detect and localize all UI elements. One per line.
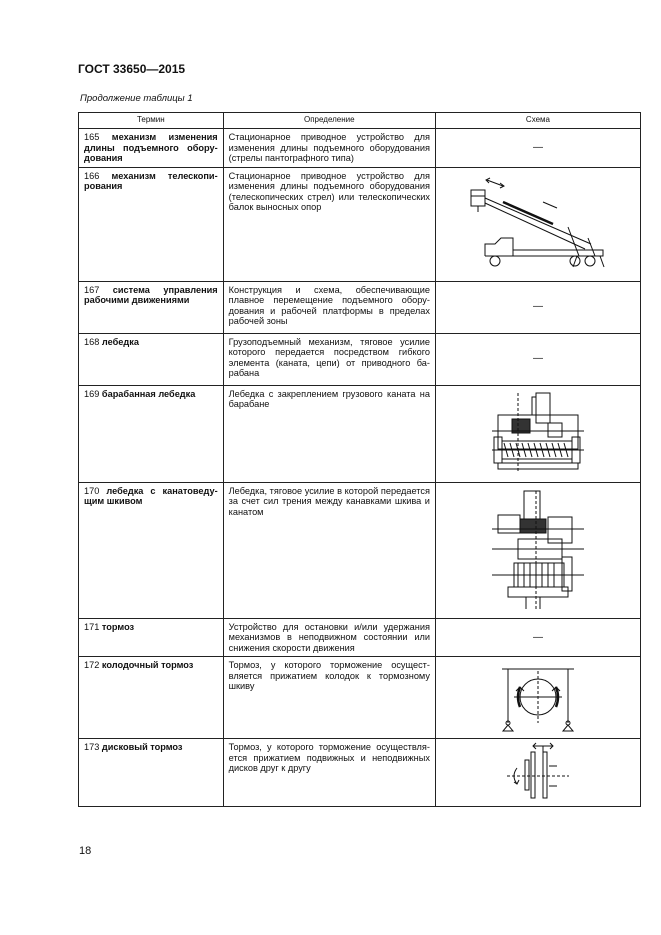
term-number: 169 <box>84 388 100 399</box>
term-number: 171 <box>84 621 100 632</box>
table-row <box>79 129 641 168</box>
table-row <box>79 385 641 482</box>
term-name: механизм телескопирования <box>84 170 218 191</box>
term-name: колодочный тормоз <box>101 660 194 670</box>
definition-cell: Стационарное приводное устройство для изменения длины подъемного оборудования (телескопических стрел) или телескопических балок выносных опор <box>223 167 435 281</box>
table-row <box>79 657 641 739</box>
column-header-term: Термин <box>79 113 224 129</box>
drum-winch-drawing <box>488 389 588 479</box>
definition-cell: Лебедка, тяговое усилие в которой передается за счет сил трения между канавками шкива и канатом <box>223 482 435 618</box>
scheme-cell <box>435 385 640 482</box>
document-code: ГОСТ 33650—2015 <box>78 62 186 76</box>
term-number: 168 <box>84 336 100 347</box>
term-name: дисковый тормоз <box>101 742 183 752</box>
scheme-cell <box>435 618 640 657</box>
scheme-cell <box>435 129 640 168</box>
term-number: 172 <box>84 660 100 670</box>
scheme-cell <box>435 482 640 618</box>
definition-cell: Тормоз, у которого торможение осуществляется прижатием подвижных и неподвижных дисков друг к другу <box>223 739 435 807</box>
term-cell <box>79 657 224 739</box>
term-number: 165 <box>84 132 100 142</box>
scheme-dash: — <box>532 353 543 365</box>
definition-cell: Грузоподъемный механизм, тяговое усилие которого передается посредством гибкого элемента (каната, цепи) от приводного барабана <box>223 333 435 385</box>
term-number: 166 <box>84 170 100 181</box>
scheme-dash: — <box>532 142 543 153</box>
term-number: 173 <box>84 742 100 752</box>
traction-sheave-winch-drawing <box>488 487 588 613</box>
term-name: лебедка с канатоведущим шкивом <box>84 485 218 506</box>
term-cell <box>79 739 224 807</box>
scheme-cell <box>435 739 640 807</box>
telescopic-boom-truck-drawing <box>463 172 613 276</box>
table-row <box>79 167 641 281</box>
terms-table <box>78 112 641 807</box>
table-caption: Продолжение таблицы 1 <box>80 93 193 104</box>
term-cell <box>79 167 224 281</box>
scheme-cell <box>435 657 640 739</box>
table-row <box>79 333 641 385</box>
column-header-scheme: Схема <box>435 113 640 129</box>
table-row <box>79 281 641 333</box>
definition-cell: Тормоз, у которого торможение осуществляется прижатием колодок к тормозному шкиву <box>223 657 435 739</box>
disc-brake-drawing <box>503 742 573 804</box>
page-number: 18 <box>79 845 92 857</box>
term-number: 170 <box>84 485 100 496</box>
table-header-row <box>79 113 641 129</box>
table-row <box>79 482 641 618</box>
scheme-dash: — <box>532 631 543 643</box>
term-cell <box>79 281 224 333</box>
table-row <box>79 739 641 807</box>
term-cell <box>79 129 224 168</box>
scheme-cell <box>435 333 640 385</box>
term-name: тормоз <box>101 621 135 632</box>
term-name: лебедка <box>101 336 139 347</box>
scheme-cell <box>435 281 640 333</box>
term-name: механизм изменения длины подъемного оборудования <box>84 132 218 163</box>
term-number: 167 <box>84 284 100 295</box>
table-row <box>79 618 641 657</box>
definition-cell: Конструкция и схема, обеспечивающие плавное перемещение подъемного оборудования и рабочей платформы в пределах рабочей зоны <box>223 281 435 333</box>
term-name: система управления рабочими движениями <box>84 284 218 305</box>
term-cell <box>79 618 224 657</box>
definition-cell: Устройство для остановки и/или удержания механизмов в неподвижном состоянии или снижения скорости движения <box>223 618 435 657</box>
definition-cell: Лебедка с закреплением грузового каната на барабане <box>223 385 435 482</box>
column-header-definition: Определение <box>223 113 435 129</box>
scheme-cell <box>435 167 640 281</box>
shoe-brake-drawing <box>498 661 578 735</box>
term-cell <box>79 482 224 618</box>
term-cell <box>79 333 224 385</box>
scheme-dash: — <box>532 301 543 313</box>
term-name: барабанная лебедка <box>101 388 196 399</box>
definition-cell: Стационарное приводное устройство для изменения длины подъемного оборудования (стрелы пантографного типа) <box>223 129 435 168</box>
term-cell <box>79 385 224 482</box>
